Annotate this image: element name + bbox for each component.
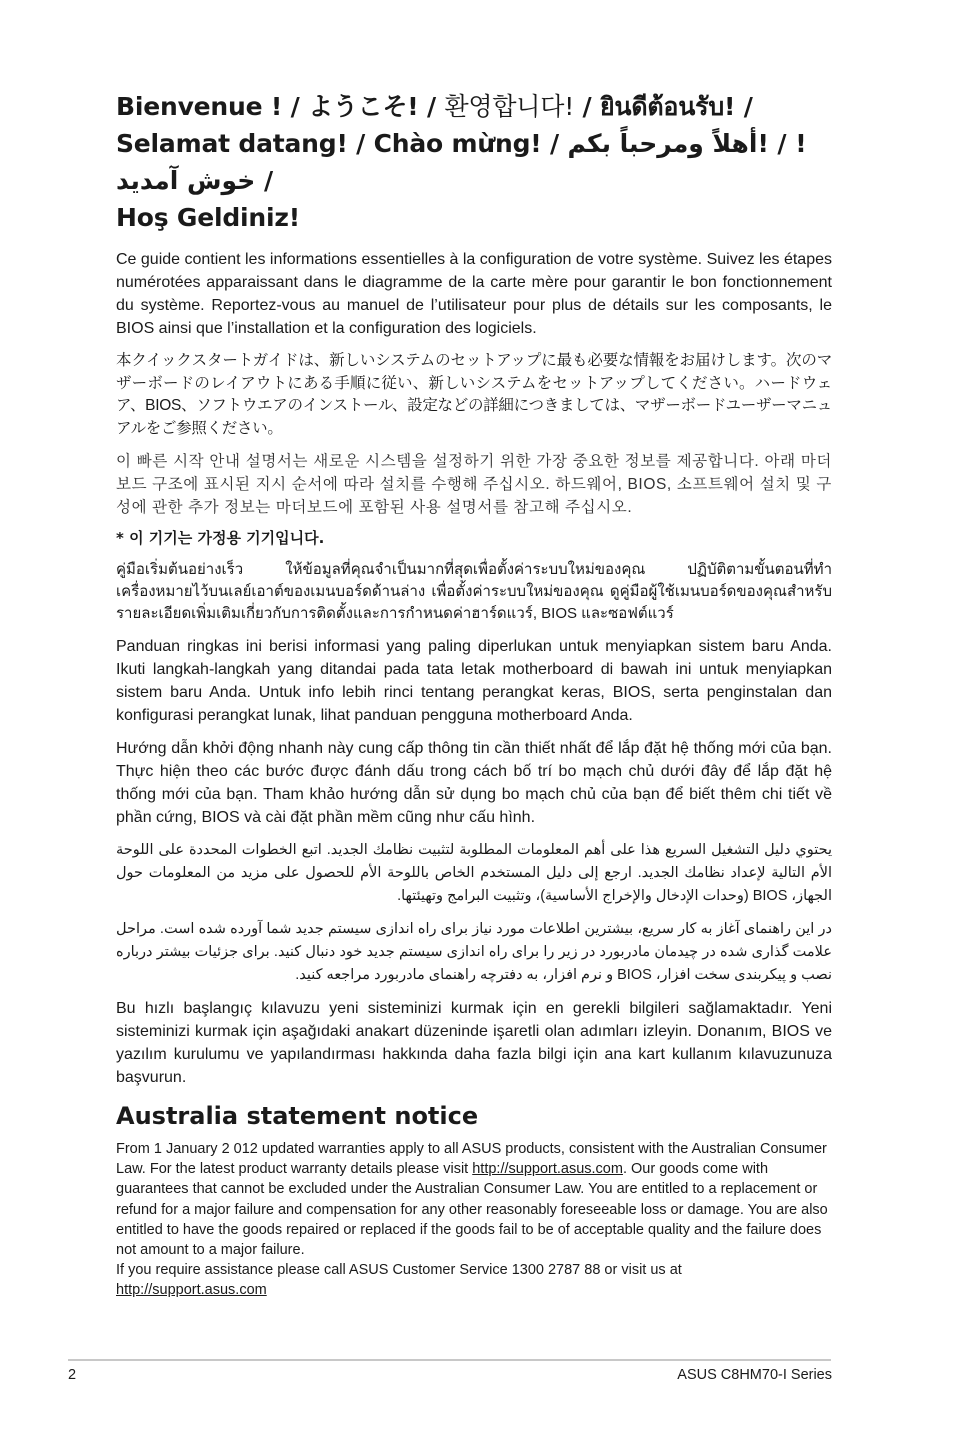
korean-household-note: * 이 기기는 가정용 기기입니다. [116, 529, 325, 547]
welcome-ms: Selamat datang! [116, 129, 348, 158]
welcome-tr: Hoş Geldiniz! [116, 203, 300, 232]
separator: / [356, 129, 366, 158]
welcome-vi: Chào mừng! [373, 129, 542, 158]
paragraph-turkish: Bu hızlı başlangıç kılavuzu yeni sisteminizi kurmak için en gerekli bilgileri sağlamaktadır. Yeni sisteminizi kurmak için aşağıdaki anakart düzeninde işaretli olan adımları izleyin. Donanım, BIOS ve yazılım kurulumu ve yapılandırması hakkında daha fazla bilgi için ana kart kullanım kılavuzunuza başvurun. [116, 1000, 832, 1086]
page-number: 2 [68, 1367, 77, 1383]
australia-statement-title: Australia statement notice [116, 1102, 479, 1130]
separator: / [290, 92, 300, 121]
australia-text-3: If you require assistance please call ASUS Customer Service 1300 2787 88 or visit us at [116, 1262, 682, 1279]
separator: / [743, 92, 753, 121]
paragraph-japanese: 本クイックスタートガイドは、新しいシステムのセットアップに最も必要な情報をお届けします。次のマザーボードのレイアウトにある手順に従い、新しいシステムをセットアップしてください。ハードウェア、BIOS、ソフトウエアのインストール、設定などの詳細につきましては、マザーボードユーザーマニュアルをご参照ください。 [116, 352, 832, 437]
australia-text-2: . Our goods come with guarantees that cannot be excluded under the Australian Consumer Law. You are entitled to a replacement or refund for a major failure and compensation for any other reasonably foreseeable loss or damage. You are also entitled to have the goods repaired or replaced if the goods fail to be of acceptable quality and the failure does not amount to a major failure. [116, 1161, 828, 1259]
paragraph-malay: Panduan ringkas ini berisi informasi yang paling diperlukan untuk menyiapkan sistem baru Anda. Ikuti langkah-langkah yang ditandai pada tata letak motherboard di bawah ini untuk menyiapkan sistem baru Anda. Untuk info lebih rinci tentang perangkat keras, BIOS, serta penginstalan dan konfigurasi perangkat lunak, lihat panduan pengguna motherboard Anda. [116, 638, 832, 724]
paragraph-vietnamese: Hướng dẫn khởi động nhanh này cung cấp thông tin cần thiết nhất để lắp đặt hệ thống mới của bạn. Thực hiện theo các bước được đánh dấu trong cách bố trí bo mạch chủ dưới đây để lắp đặt hệ thống mới của bạn. Tham khảo hướng dẫn sử dụng bo mạch chủ của bạn để biết thêm chi tiết về phần cứng, BIOS và cài đặt phần mềm cũng như cấu hình. [116, 740, 832, 826]
welcome-fr: Bienvenue ! [116, 92, 283, 121]
paragraph-thai: คู่มือเริ่มต้นอย่างเร็ว ให้ข้อมูลที่คุณจำเป็นมากที่สุดเพื่อตั้งค่าระบบใหม่ของคุณ ปฏิบัติตามขั้นตอนที่ทำเครื่องหมายไว้บนเลย์เอาต์ของเมนบอร์ดด้านล่าง เพื่อตั้งค่าระบบใหม่ของคุณ ดูคู่มือผู้ใช้เมนบอร์ดของคุณสำหรับรายละเอียดเพิ่มเติมเกี่ยวกับการติดตั้งและการกำหนดค่าฮาร์ดแวร์, BIOS และซอฟต์แวร์ [116, 561, 832, 622]
separator: / [263, 166, 274, 195]
welcome-th: ยินดีต้อนรับ! [599, 92, 736, 121]
separator: / [426, 92, 436, 121]
welcome-ja: ようこそ! [308, 92, 419, 121]
page-content [116, 88, 832, 1301]
paragraph-arabic: يحتوي دليل التشغيل السريع هذا على أهم المعلومات المطلوبة لتثبيت نظامك الجديد. اتبع الخطوات المحددة على اللوحة الأم التالية لإعداد نظامك الجديد. ارجع إلى دليل المستخدم الخاص باللوحة الأم للحصول على مزيد من المعلومات حول الجهاز، BIOS (وحدات الإدخال والإخراج الأساسية)، وتثبيت البرامج وتهيئتها. [116, 842, 832, 904]
support-link-2[interactable]: http://support.asus.com [116, 1282, 267, 1299]
separator: / [549, 129, 559, 158]
welcome-ar: !أهلاً ومرحباً بكم [567, 129, 769, 158]
support-link[interactable]: http://support.asus.com [472, 1161, 623, 1178]
product-name: ASUS C8HM70-I Series [677, 1367, 832, 1383]
separator: / [582, 92, 592, 121]
welcome-fa: !خوش آمدید [116, 129, 807, 195]
footer-divider [68, 1359, 831, 1361]
separator: / [777, 129, 787, 158]
paragraph-persian: در این راهنمای آغاز به کار سریع، بیشترین اطلاعات مورد نیاز برای راه اندازی سیستم جدید شما آورده شده است. مراحل علامت گذاری شده در چیدمان مادربورد در زیر را برای راه اندازی سیستم جدید خود دنبال کنید. برای جزئیات بیشتر درباره نصب و پیکربندی سخت افزار، BIOS و نرم افزار، به دفترچه راهنمای مادربورد مراجعه کنید. [116, 921, 832, 983]
australia-statement-body [116, 1139, 832, 1301]
paragraph-french: Ce guide contient les informations essentielles à la configuration de votre système. Suivez les étapes numérotées apparaissant dans le diagramme de la carte mère pour garantir le bon fonctionnement du système. Reportez-vous au manuel de l’utilisateur pour plus de détails sur les composants, le BIOS ainsi que l’installation et la configuration des logiciels. [116, 251, 832, 337]
australia-text-1: From 1 January 2 012 updated warranties apply to all ASUS products, consistent with the Australian Consumer Law. For the latest product warranty details please visit [116, 1141, 827, 1178]
paragraph-korean: 이 빠른 시작 안내 설명서는 새로운 시스템을 설정하기 위한 가장 중요한 정보를 제공합니다. 아래 마더보드 구조에 표시된 지시 순서에 따라 설치를 수행해 주십시오. 하드웨어, BIOS, 소프트웨어 설치 및 구성에 관한 추가 정보는 마더보드에 포함된 사용 설명서를 참고해 주십시오. [116, 453, 832, 516]
welcome-heading [116, 88, 832, 236]
welcome-ko: 환영합니다! [444, 92, 575, 121]
